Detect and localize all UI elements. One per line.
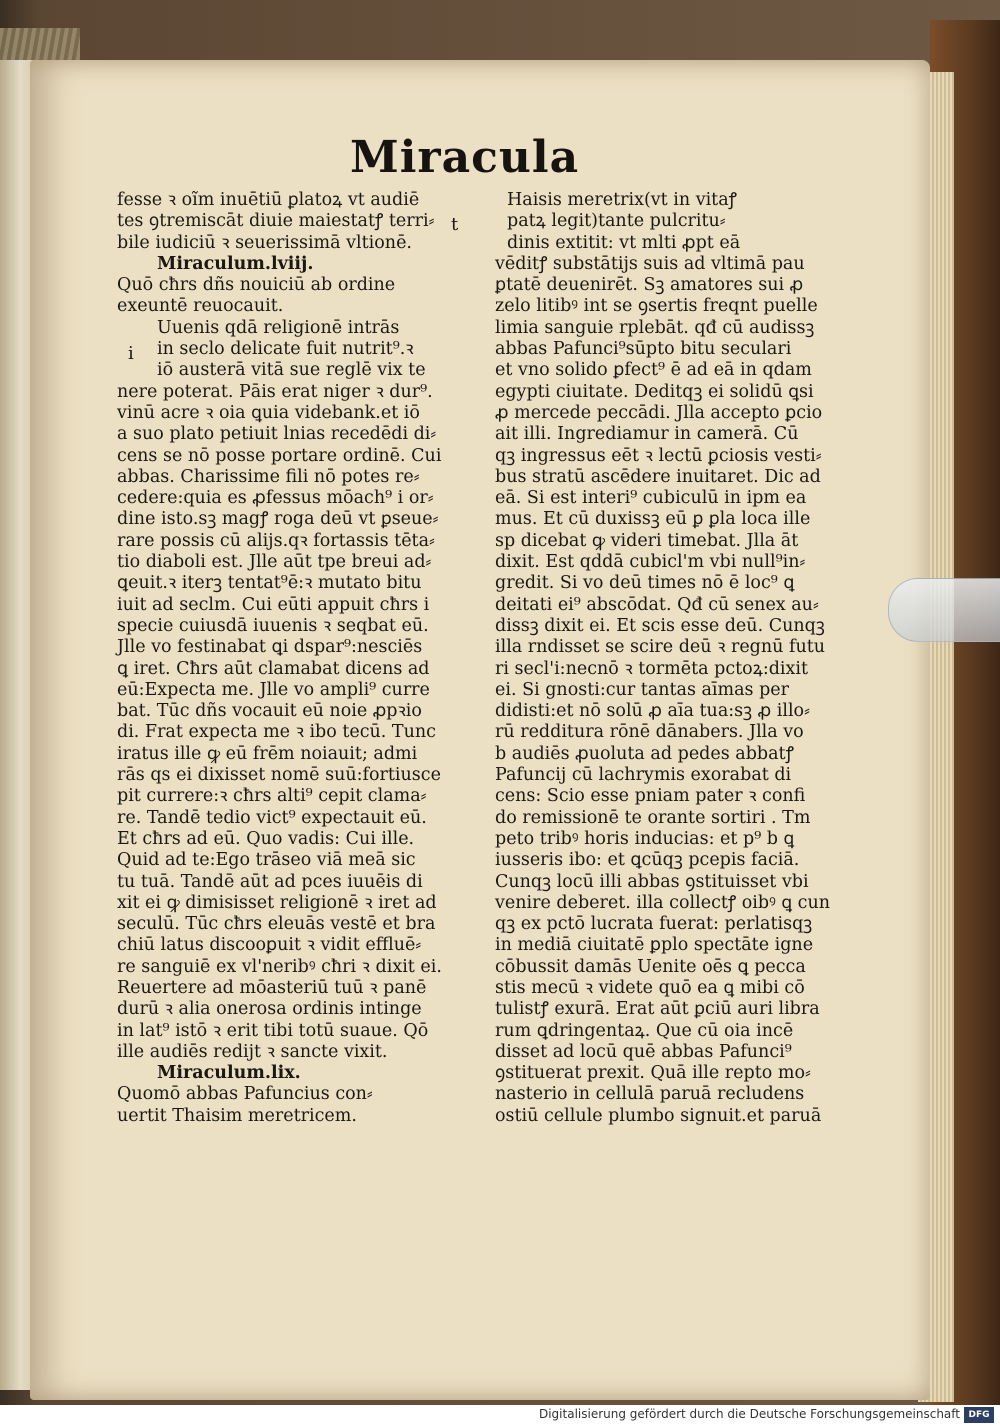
left-column-line: eū:Expecta me. Jlle vo ampli⁹ curre	[117, 679, 430, 700]
left-column-line: vinū acre ꝛ oia ꝗuia videbank.et iō	[117, 402, 420, 423]
left-column-line: a suo plato petiuit lnias recedēdi di⸗	[117, 424, 437, 445]
right-column-line: sp dicebat ꝙ videri timebat. Jlla āt	[495, 530, 799, 551]
right-column-line: b audiēs ꝓuoluta ad pedes abbatꝭ	[495, 743, 794, 764]
right-column-line: patꝝ legit)tante pulcritu⸗	[507, 211, 726, 232]
right-column-line: rum ꝗdringentaꝝ. Que cū oia incē	[495, 1020, 794, 1041]
left-column-line: Miraculum.lix.	[157, 1063, 301, 1084]
right-column-line: dinis extitit: vt mlti ꝓpt eā	[507, 232, 741, 253]
left-column-line: Quō cħrs dñs nouiciū ab ordine	[117, 275, 396, 296]
right-column-line: dissꝫ dixit ei. Et scis esse deū. Cunqꝫ	[495, 615, 825, 636]
marginal-initial-left: i	[128, 343, 134, 364]
right-column-line: Pafuncij cū lachrymis exorabat di	[495, 765, 792, 786]
right-column-line: nasterio in cellulā paruā recludens	[495, 1084, 805, 1105]
right-column-line: ei. Si gnosti:cur tantas aīmas per	[495, 679, 790, 700]
dfg-logo: DFG	[964, 1407, 994, 1423]
left-column-line: dine isto.sꝫ magꝭ roga deū vt ꝑseue⸗	[117, 509, 439, 530]
right-column-line: illa rndisset se scire deū ꝛ regnū futu	[495, 637, 826, 658]
left-column-line: rare possis cū alijs.qꝛ fortassis tēta⸗	[117, 530, 435, 551]
left-column-line: fesse ꝛ oĩm inuētiū ꝑlatoꝝ vt audiē	[117, 190, 420, 210]
right-column-line: qꝫ ex pctō lucrata fuerat: perlatisqꝫ	[495, 914, 813, 935]
left-column-line: ille audiēs redijt ꝛ sancte vixit.	[117, 1041, 388, 1062]
left-column-line: Quomō abbas Pafuncius con⸗	[117, 1084, 373, 1105]
left-column-line: Miraculum.lviij.	[157, 253, 314, 274]
text-column-left	[117, 190, 442, 1127]
left-column-line: specie cuiusdā iuuenis ꝛ seqbat eū.	[117, 615, 429, 636]
page-clip	[888, 578, 1000, 642]
left-column-line: ꝗeuit.ꝛ iterꝫ tentat⁹ē:ꝛ mutato bitu	[117, 573, 422, 594]
right-column-line: ꝯstituerat prexit. Quā ille repto mo⸗	[495, 1063, 811, 1084]
left-page-edge	[0, 60, 34, 1390]
right-column-line: mus. Et cū duxissꝫ eū ꝑ ꝑla loca ille	[495, 509, 811, 530]
left-column-line: Et cħrs ad eū. Quo vadis: Cui ille.	[117, 828, 415, 849]
left-column-line: rās qs ei dixisset nomē suū:fortiusce	[117, 765, 441, 786]
right-column-line: cōbussit damās Uenite oēs ꝗ pecca	[495, 956, 806, 977]
left-column-line: exeuntē reuocauit.	[117, 296, 284, 317]
right-column-line: Haisis meretrix(vt in vitaꝭ	[507, 190, 737, 210]
right-column-line: egypti ciuitate. Deditqꝫ ei solidū ꝗsi	[495, 381, 814, 402]
left-column-line: nere poterat. Pāis erat niger ꝛ dur⁹.	[117, 381, 433, 402]
left-column-line: in lat⁹ istō ꝛ erit tibi totū suaue. Qō	[117, 1020, 429, 1041]
right-column-line: zelo litibꝰ int se ꝯsertis freqnt puelle	[495, 296, 818, 317]
right-column-line: tulistꝭ exurā. Erat aūt ꝑciū auri libra	[495, 999, 820, 1020]
right-column-line: disset ad locū quē abbas Pafunci⁹	[495, 1041, 792, 1062]
left-column-line: durū ꝛ alia onerosa ordinis intinge	[117, 999, 422, 1020]
right-column-line: bus stratū ascēdere inuitaret. Dic ad	[495, 466, 821, 487]
right-column-line: dixit. Est qddā cubicl'm vbi null⁹in⸗	[495, 552, 806, 573]
right-column-line: cens: Scio esse pniam pater ꝛ confi	[495, 786, 806, 807]
footer-credit: Digitalisierung gefördert durch die Deutsche Forschungsgemeinschaft	[538, 1407, 960, 1421]
right-column-line: deitati ei⁹ abscōdat. Qđ cū senex au⸗	[495, 594, 819, 615]
text-column-right	[495, 190, 830, 1127]
right-column-line: ait illi. Ingrediamur in camerā. Cū	[495, 424, 799, 445]
footer-bar	[0, 1405, 1000, 1427]
left-column-line: re. Tandē tedio vict⁹ expectauit eū.	[117, 807, 427, 828]
right-column-line: peto tribꝰ horis inducias: et p⁹ b ꝗ	[495, 828, 795, 849]
left-column-line: cedere:quia es ꝓfessus mōach⁹ i or⸗	[117, 488, 434, 509]
left-column-line: iratus ille ꝙ eū frēm noiauit; admi	[117, 743, 418, 764]
left-column-line: Uuenis qdā religionē intrās	[157, 317, 400, 338]
left-column-line: tu tuā. Tandē aūt ad pces iuuēis di	[117, 871, 423, 892]
left-column-line: tio diaboli est. Jlle aūt tpe breui ad⸗	[117, 552, 432, 573]
left-column-line: ꝗ iret. Cħrs aūt clamabat dicens ad	[117, 658, 430, 679]
right-column-line: stis mecū ꝛ videte quō ea ꝗ mibi cō	[495, 977, 805, 998]
left-column-line: bile iudiciū ꝛ seuerissimā vltionē.	[117, 232, 412, 253]
left-column-line: di. Frat expecta me ꝛ ibo tecū. Tunc	[117, 722, 436, 743]
right-column-line: vēditꝭ substātijs suis ad vltimā pau	[495, 253, 805, 274]
left-column-line: bat. Tūc dñs vocauit eū noie ꝓpꝛio	[117, 701, 422, 722]
right-column-line: Cunqꝫ locū illi abbas ꝯstituisset vbi	[495, 871, 809, 892]
left-column-line: in seclo delicate fuit nutrit⁹.ꝛ	[157, 339, 414, 360]
right-column-line: didisti:et nō solū ꝓ aīa tua:sꝫ ꝓ illo⸗	[495, 701, 810, 722]
right-column-line: ri secl'i:necnō ꝛ tormēta pctoꝝ:dixit	[495, 658, 809, 679]
left-column-line: re sanguiē ex vl'neribꝰ cħri ꝛ dixit ei.	[117, 956, 442, 977]
left-column-line: pit currere:ꝛ cħrs alti⁹ cepit clama⸗	[117, 786, 427, 807]
left-column-line: cens se nō posse portare ordinē. Cui	[117, 445, 442, 466]
left-column-line: uertit Thaisim meretricem.	[117, 1105, 357, 1126]
right-column-line: do remissionē te orante sortiri . Tm	[495, 807, 811, 828]
right-column-line: in mediā ciuitatē ꝑplo spectāte igne	[495, 935, 814, 956]
left-column-line: chiū latus discooꝑuit ꝛ vidit effluē⸗	[117, 935, 422, 956]
marginal-initial-right: t	[451, 214, 459, 235]
right-column-line: ꝑtatē deuenirēt. Sꝫ amatores sui ꝓ	[495, 275, 804, 296]
right-column-line: iusseris ibo: et ꝗcūqꝫ pcepis faciā.	[495, 850, 800, 871]
right-column-line: venire deberet. illa collectꝭ oibꝰ ꝗ cun	[495, 892, 831, 913]
left-column-line: Jlle vo festinabat ꝗi dspar⁹:nesciēs	[117, 637, 423, 658]
left-column-line: Reuertere ad mōasteriū tuū ꝛ panē	[117, 977, 427, 998]
right-column-line: gredit. Si vo deū times nō ē loc⁹ ꝗ	[495, 573, 795, 594]
right-column-line: et vno solido ꝑfect⁹ ē ad eā in qdam	[495, 360, 812, 381]
left-column-line: abbas. Charissime fili nō potes re⸗	[117, 466, 420, 487]
right-column-line: qꝫ ingressus eēt ꝛ lectū ꝑciosis vesti⸗	[495, 445, 822, 466]
left-column-line: seculū. Tūc cħrs eleuās vestē et bra	[117, 914, 436, 935]
left-column-line: xit ei ꝙ dimisisset religionē ꝛ iret ad	[117, 892, 437, 913]
right-column-line: ꝓ mercede peccādi. Jlla accepto ꝑcio	[495, 402, 823, 423]
left-column-line: tes ꝯtremiscāt diuie maiestatꝭ terri⸗	[117, 211, 435, 232]
right-column-line: ostiū cellule plumbo signuit.et paruā	[495, 1105, 822, 1126]
left-column-line: Quid ad te:Ego trāseo viā meā sic	[117, 850, 416, 871]
page-header-title: Miracula	[350, 132, 580, 183]
left-column-line: iō austerā vitā sue reglē vix te	[157, 360, 426, 381]
right-column-line: limia sanguie rplebāt. qđ cū audissꝫ	[495, 317, 815, 338]
right-column-line: rū redditura rōnē dānabers. Jlla vo	[495, 722, 804, 743]
left-column-line: iuit ad seclm. Cui eūti appuit cħrs i	[117, 594, 430, 615]
right-column-line: abbas Pafunci⁹sūpto bitu seculari	[495, 339, 792, 360]
right-column-line: eā. Si est interi⁹ cubiculū in ipm ea	[495, 488, 807, 509]
